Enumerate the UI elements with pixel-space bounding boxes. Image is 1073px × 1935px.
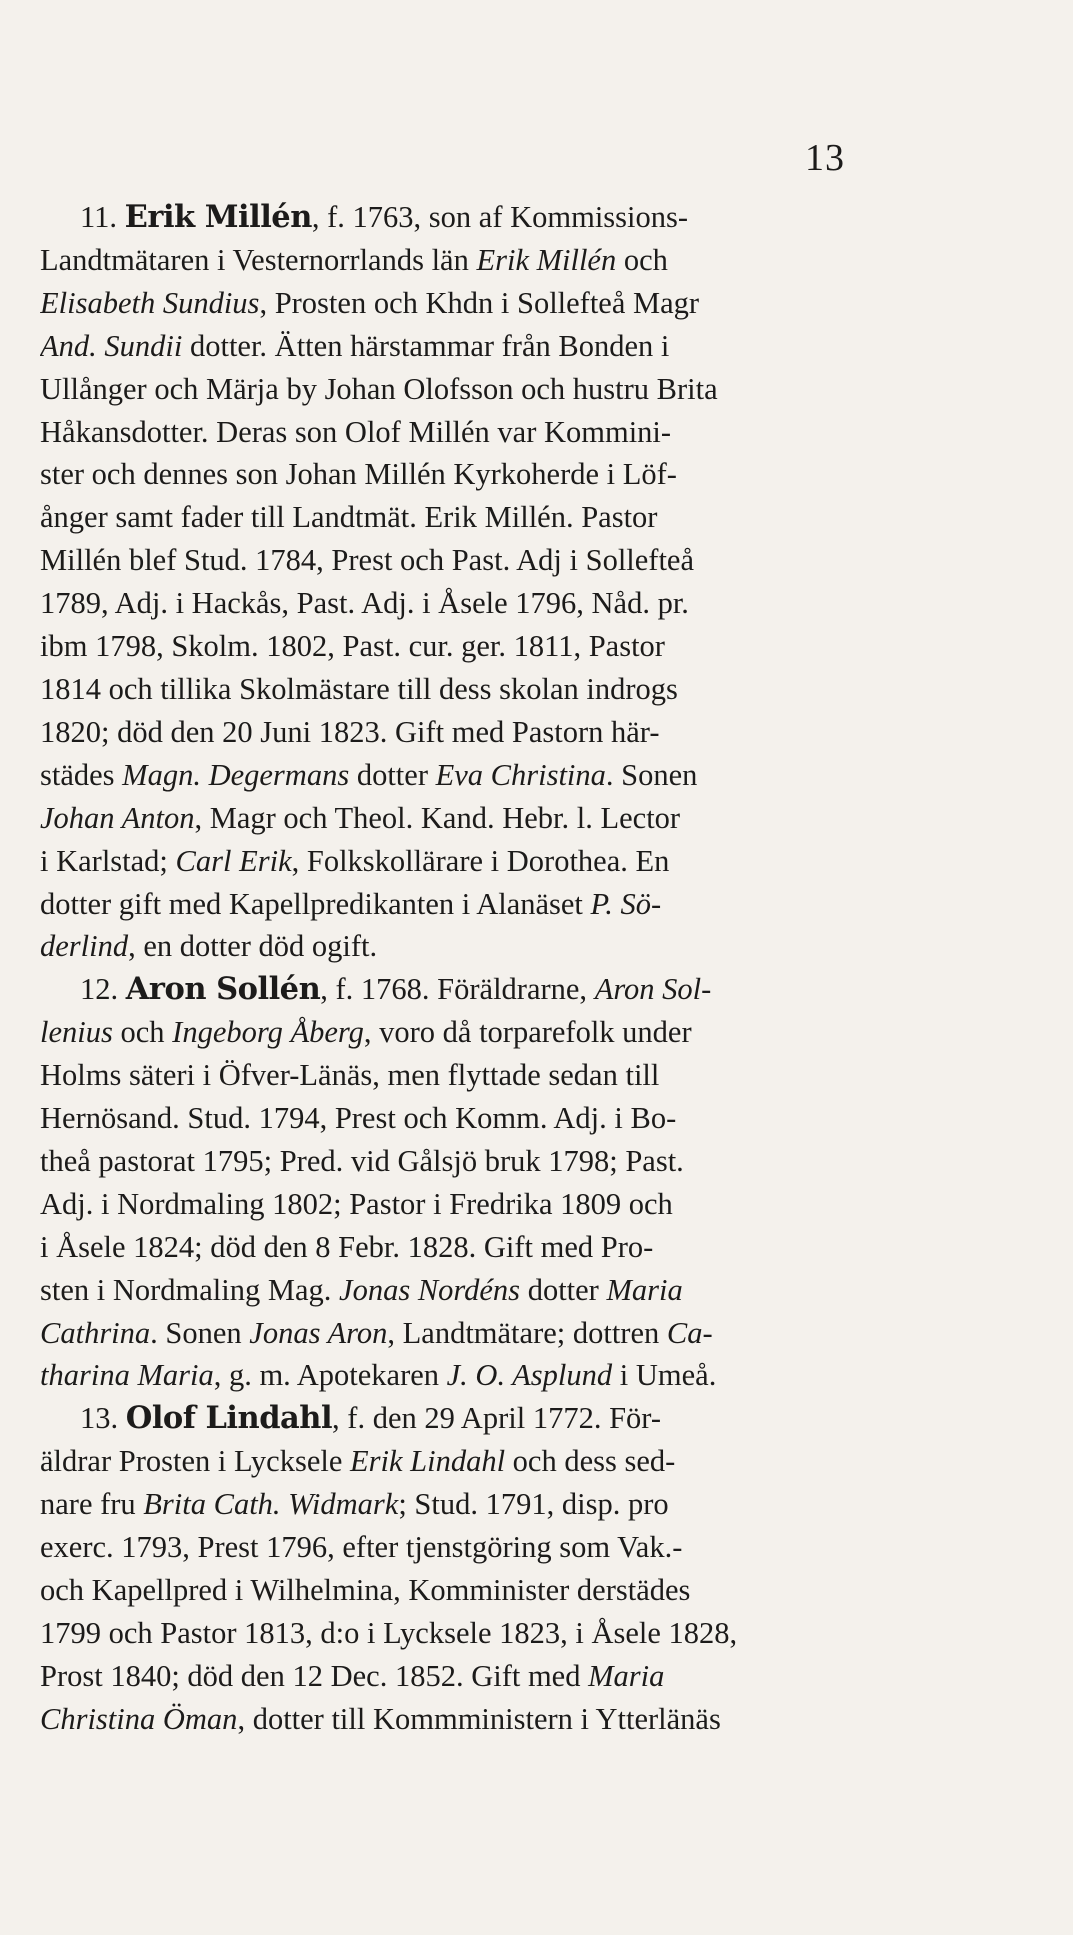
text-line: [40, 1440, 1040, 1483]
text-line: [40, 1140, 1040, 1183]
text-line: [40, 453, 1040, 496]
text-run: Prost 1840; död den 12 Dec. 1852. Gift med: [40, 1658, 589, 1693]
text-run: Landtmätaren i Vesternorrlands län: [40, 242, 477, 277]
text-line: [40, 1011, 1040, 1054]
text-run: och dess sed-: [505, 1444, 676, 1479]
text-line: [40, 1269, 1040, 1312]
text-run: Ullånger och Märja by Johan Olofsson och hustru Brita: [40, 371, 718, 406]
text-line: [40, 754, 1040, 797]
text-run: dotter. Ätten härstammar från Bonden i: [182, 328, 670, 363]
text-run: Adj. i Nordmaling 1802; Pastor i Fredrika 1809 och: [40, 1186, 673, 1221]
italic-name: Aron Sol-: [594, 972, 712, 1007]
entry-heading-name: Aron Sollén: [125, 971, 321, 1008]
text-run: i Åsele 1824; död den 8 Febr. 1828. Gift med Pro-: [40, 1229, 654, 1264]
text-run: nare fru: [40, 1487, 144, 1522]
italic-name: Maria: [606, 1272, 683, 1307]
text-run: ; Stud. 1791, disp. pro: [398, 1487, 669, 1522]
text-line: [40, 1054, 1040, 1097]
text-run: , f. 1768. Föräldrarne,: [320, 972, 595, 1007]
text-run: dotter gift med Kapellpredikanten i Alanäset: [40, 886, 591, 921]
italic-name: tharina Maria: [40, 1358, 214, 1393]
text-run: , Prosten och Khdn i Sollefteå Magr: [259, 285, 700, 320]
text-line: [40, 625, 1040, 668]
italic-name: Ca-: [666, 1315, 713, 1350]
text-run: . Sonen: [605, 757, 698, 792]
italic-name: Cathrina: [40, 1315, 151, 1350]
text-run: och: [616, 242, 668, 277]
text-line: [40, 1569, 1040, 1612]
italic-name: Erik Lindahl: [350, 1444, 506, 1479]
italic-name: Magn. Degermans: [122, 757, 350, 792]
text-run: 1820; död den 20 Juni 1823. Gift med Pastorn här-: [40, 714, 660, 749]
entry-heading-name: Olof Lindahl: [125, 1400, 333, 1437]
italic-name: lenius: [40, 1015, 113, 1050]
text-run: ibm 1798, Skolm. 1802, Past. cur. ger. 1811, Pastor: [40, 629, 665, 664]
text-run: dotter: [349, 757, 436, 792]
text-line: [40, 883, 1040, 926]
text-line: [40, 1312, 1040, 1355]
italic-name: Jonas Nordéns: [339, 1272, 521, 1307]
text-run: , Folkskollärare i Dorothea. En: [291, 843, 670, 878]
text-run: , Magr och Theol. Kand. Hebr. l. Lector: [194, 800, 681, 835]
text-run: ånger samt fader till Landtmät. Erik Millén. Pastor: [40, 500, 658, 535]
italic-name: Brita Cath. Widmark: [143, 1487, 399, 1522]
text-line: [40, 1526, 1040, 1569]
italic-name: Jonas Aron: [249, 1315, 388, 1350]
text-line: [40, 711, 1040, 754]
text-run: Millén blef Stud. 1784, Prest och Past. Adj i Sollefteå: [40, 543, 695, 578]
text-run: . Sonen: [150, 1315, 250, 1350]
text-line: [40, 368, 1040, 411]
italic-name: derlind: [40, 929, 129, 964]
text-run: , f. den 29 April 1772. För-: [332, 1401, 661, 1436]
text-line: [40, 282, 1040, 325]
text-line: [40, 239, 1040, 282]
text-line: [40, 1698, 1040, 1741]
text-line: [40, 1612, 1040, 1655]
italic-name: Ingeborg Åberg: [172, 1015, 364, 1050]
text-line: [40, 797, 1040, 840]
text-line: [40, 1097, 1040, 1140]
text-line: [40, 1226, 1040, 1269]
text-run: , g. m. Apotekaren: [213, 1358, 447, 1393]
text-line: [40, 496, 1040, 539]
italic-name: Erik Millén: [476, 242, 617, 277]
text-run: 1789, Adj. i Hackås, Past. Adj. i Åsele 1796, Nåd. pr.: [40, 586, 689, 621]
text-line: [40, 1483, 1040, 1526]
text-run: 1799 och Pastor 1813, d:o i Lycksele 1823, i Åsele 1828,: [40, 1615, 738, 1650]
text-line: [40, 1183, 1040, 1226]
entry-heading-name: Erik Millén: [124, 199, 312, 235]
text-run: och Kapellpred i Wilhelmina, Komminister derstädes: [40, 1573, 691, 1607]
text-run: äldrar Prosten i Lycksele: [40, 1444, 350, 1479]
text-line: [40, 1397, 1040, 1440]
text-run: , dotter till Kommministern i Ytterlänäs: [237, 1701, 721, 1736]
text-line: [40, 325, 1040, 368]
italic-name: Eva Christina: [435, 757, 606, 792]
text-run: Hernösand. Stud. 1794, Prest och Komm. Adj. i Bo-: [40, 1101, 677, 1136]
italic-name: Johan Anton: [40, 800, 195, 835]
text-line: [40, 1354, 1040, 1397]
text-line: [40, 539, 1040, 582]
text-run: sten i Nordmaling Mag.: [40, 1272, 340, 1307]
text-run: theå pastorat 1795; Pred. vid Gålsjö bruk 1798; Past.: [40, 1143, 684, 1178]
italic-name: And. Sundii: [40, 328, 183, 363]
text-run: Holms säteri i Öfver-Länäs, men flyttade sedan till: [40, 1058, 660, 1093]
italic-name: Maria: [588, 1658, 665, 1693]
italic-name: P. Sö-: [590, 886, 662, 921]
italic-name: Christina Öman: [40, 1701, 238, 1736]
text-run: , f. 1763, son af Kommissions-: [311, 200, 689, 234]
text-line: [40, 411, 1040, 454]
text-run: 11.: [80, 200, 125, 234]
text-run: 13.: [80, 1401, 126, 1436]
text-run: Håkansdotter. Deras son Olof Millén var Kommini-: [40, 414, 672, 449]
text-line: [40, 968, 1040, 1011]
text-run: , Landtmätare; dottren: [387, 1315, 667, 1350]
text-line: [40, 196, 1040, 239]
text-run: ster och dennes son Johan Millén Kyrkoherde i Löf-: [40, 457, 677, 492]
text-run: 1814 och tillika Skolmästare till dess skolan indrogs: [40, 671, 678, 706]
text-run: och: [112, 1015, 173, 1050]
text-run: , voro då torparefolk under: [363, 1015, 692, 1050]
text-line: [40, 840, 1040, 883]
text-run: exerc. 1793, Prest 1796, efter tjenstgöring som Vak.-: [40, 1530, 683, 1565]
text-run: 12.: [80, 972, 126, 1007]
text-run: i Karlstad;: [40, 843, 176, 878]
italic-name: J. O. Asplund: [446, 1358, 613, 1393]
text-run: i Umeå.: [612, 1358, 717, 1393]
text-line: [40, 582, 1040, 625]
text-line: [40, 925, 1040, 968]
page-number: 13: [805, 137, 845, 179]
text-line: [40, 1655, 1040, 1698]
text-run: städes: [40, 757, 123, 792]
body-text: [40, 196, 1040, 1741]
italic-name: Carl Erik: [175, 843, 292, 878]
text-run: , en dotter död ogift.: [128, 929, 378, 964]
text-run: dotter: [520, 1272, 607, 1307]
italic-name: Elisabeth Sundius: [40, 285, 260, 320]
text-line: [40, 668, 1040, 711]
